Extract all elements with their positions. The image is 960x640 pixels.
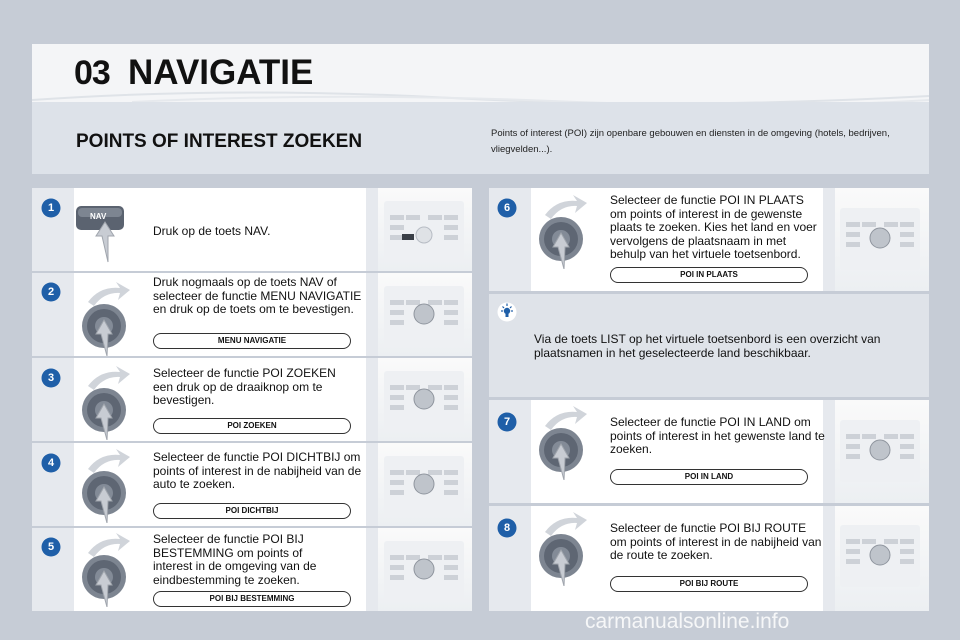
step-badge-5: 5 xyxy=(41,537,61,557)
watermark: carmanualsonline.info xyxy=(585,610,790,633)
step-badge-6: 6 xyxy=(497,198,517,218)
rotary-knob-icon xyxy=(74,280,138,356)
tip-text: Via de toets LIST op het virtuele toetsenbord is een overzicht van plaatsnamen in het geselecteerde land beschikbaar. xyxy=(534,332,881,360)
menu-navigatie-pill: MENU NAVIGATIE xyxy=(153,333,351,349)
chapter-number: 03 xyxy=(74,54,110,92)
step-badge-2: 2 xyxy=(41,282,61,302)
poi-bij-route-pill: POI BIJ ROUTE xyxy=(610,576,808,592)
step-text-5: Selecteer de functie POI BIJ BESTEMMING om points of interest in de omgeving van de eindbestemming te zoeken. xyxy=(153,532,317,587)
radio-panel-icon xyxy=(384,201,464,261)
step-text-3: Selecteer de functie POI ZOEKEN een druk op de draaiknop om te bevestigen. xyxy=(153,366,336,407)
radio-panel-icon xyxy=(384,456,464,516)
radio-panel-icon xyxy=(384,286,464,346)
rotary-knob-icon xyxy=(74,364,138,440)
rotary-knob-icon xyxy=(74,531,138,607)
lightbulb-icon xyxy=(497,300,517,324)
rotary-knob-icon xyxy=(74,447,138,523)
rotary-knob-icon xyxy=(531,404,595,480)
radio-panel-icon xyxy=(384,541,464,601)
chapter-title: NAVIGATIE xyxy=(128,53,314,92)
section-title: POINTS OF INTEREST ZOEKEN xyxy=(76,131,363,152)
step-badge-4: 4 xyxy=(41,453,61,473)
radio-panel-icon xyxy=(840,208,920,270)
step-badge-7: 7 xyxy=(497,412,517,432)
poi-bij-bestemming-pill: POI BIJ BESTEMMING xyxy=(153,591,351,607)
poi-in-plaats-pill: POI IN PLAATS xyxy=(610,267,808,283)
step-badge-3: 3 xyxy=(41,368,61,388)
poi-dichtbij-pill: POI DICHTBIJ xyxy=(153,503,351,519)
rotary-knob-icon xyxy=(531,193,595,269)
poi-in-land-pill: POI IN LAND xyxy=(610,469,808,485)
nav-button-label: NAV xyxy=(90,212,107,221)
section-intro: Points of interest (POI) zijn openbare gebouwen en diensten in de omgeving (hotels, bedrijven, vliegvelden...). xyxy=(491,128,890,155)
radio-panel-icon xyxy=(384,371,464,431)
radio-panel-icon xyxy=(840,420,920,482)
rotary-knob-icon xyxy=(531,510,595,586)
step-badge-1: 1 xyxy=(41,198,61,218)
poi-zoeken-pill: POI ZOEKEN xyxy=(153,418,351,434)
step-text-4: Selecteer de functie POI DICHTBIJ om points of interest in de nabijheid van de auto te zoeken. xyxy=(153,450,362,491)
step-text-2: Druk nogmaals op de toets NAV of selecteer de functie MENU NAVIGATIE en druk op de toets om te bevestigen. xyxy=(153,275,362,316)
step-text-1: Druk op de toets NAV. xyxy=(153,224,271,238)
step-badge-8: 8 xyxy=(497,518,517,538)
step-text-6: Selecteer de functie POI IN PLAATS om points of interest in de gewenste plaats te zoeken. Kies het land en voer vervolgens de plaatsnaam in met behulp van het virtuele toetsenbord. xyxy=(610,193,817,261)
step-text-7: Selecteer de functie POI IN LAND om points of interest in het gewenste land te zoeken. xyxy=(610,415,825,456)
step-text-8: Selecteer de functie POI BIJ ROUTE om points of interest in de nabijheid van de route te zoeken. xyxy=(610,521,822,562)
radio-panel-icon xyxy=(840,525,920,587)
